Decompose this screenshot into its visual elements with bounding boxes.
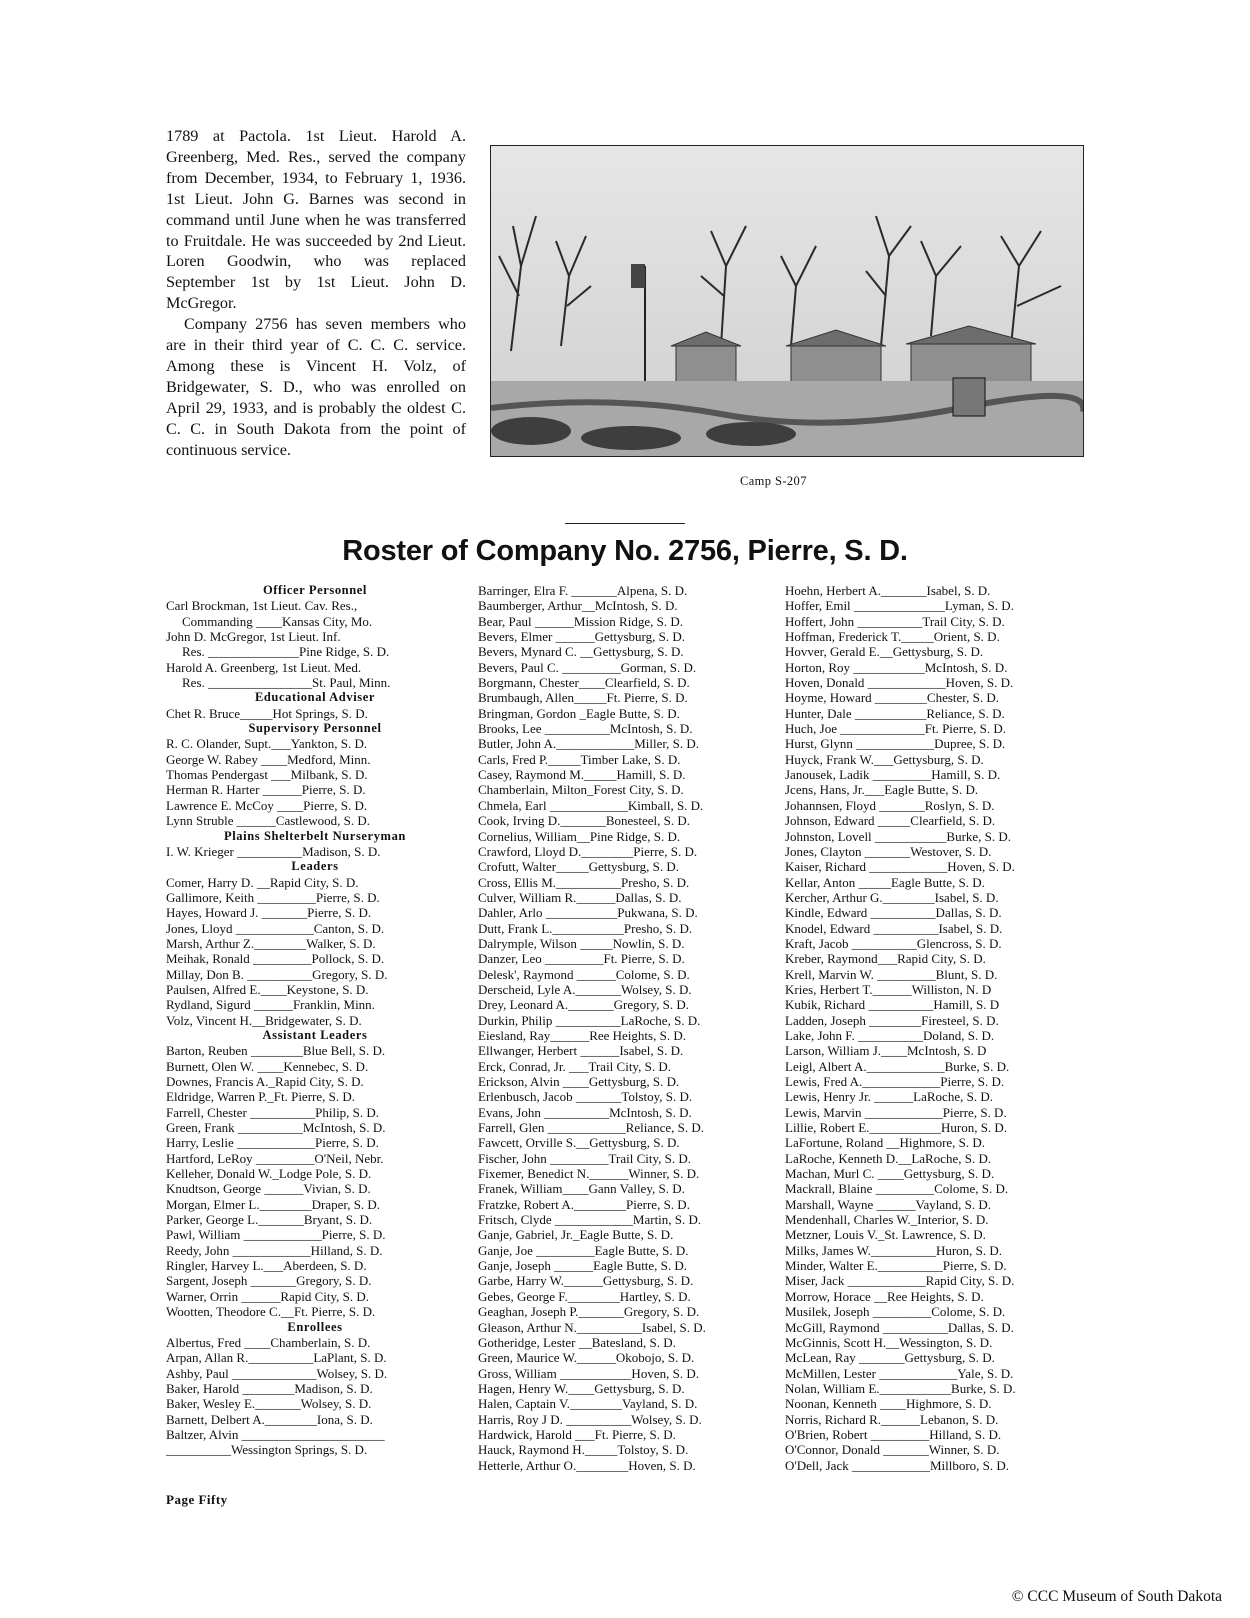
roster-entry: Culver, William R.______Dallas, S. D. xyxy=(478,889,682,905)
roster-entry: Downes, Francis A._Rapid City, S. D. xyxy=(166,1074,364,1089)
roster-entry: Hagen, Henry W.____Gettysburg, S. D. xyxy=(478,1380,685,1396)
roster-entry: Kercher, Arthur G.________Isabel, S. D. xyxy=(785,889,999,905)
roster-entry: Paulsen, Alfred E.____Keystone, S. D. xyxy=(166,981,369,997)
roster-entry: Harris, Roy J D. __________Wolsey, S. D. xyxy=(478,1411,702,1427)
roster-entry: Delesk', Raymond ______Colome, S. D. xyxy=(478,966,690,982)
roster-entry: R. C. Olander, Supt.___Yankton, S. D. xyxy=(166,736,368,752)
roster-entry: Hayes, Howard J. _______Pierre, S. D. xyxy=(166,905,372,921)
roster-entry: Bear, Paul ______Mission Ridge, S. D. xyxy=(478,613,683,629)
roster-entry: Casey, Raymond M._____Hamill, S. D. xyxy=(478,767,686,783)
roster-entry: Brooks, Lee __________McIntosh, S. D. xyxy=(478,721,693,737)
roster-entry: Jcens, Hans, Jr.___Eagle Butte, S. D. xyxy=(785,782,979,798)
roster-entry: Ringler, Harvey L.___Aberdeen, S. D. xyxy=(166,1258,367,1274)
roster-entry: Hetterle, Arthur O.________Hoven, S. D. xyxy=(478,1457,696,1473)
roster-entry: Cook, Irving D._______Bonesteel, S. D. xyxy=(478,813,690,829)
roster-entry: Burnett, Olen W. ____Kennebec, S. D. xyxy=(166,1058,369,1074)
roster-entry: Kellar, Anton _____Eagle Butte, S. D. xyxy=(785,874,985,890)
roster-entry: Cross, Ellis M.__________Presho, S. D. xyxy=(478,874,690,890)
roster-entry: O'Brien, Robert _________Hilland, S. D. xyxy=(785,1426,1002,1442)
roster-entry: Ganje, Gabriel, Jr._Eagle Butte, S. D. xyxy=(478,1227,674,1243)
roster-column-3 xyxy=(785,583,1081,1473)
roster-entry: Warner, Orrin ______Rapid City, S. D. xyxy=(166,1288,370,1304)
roster-entry: Hurst, Glynn ____________Dupree, S. D. xyxy=(785,736,1006,752)
roster-entry: Johnston, Lovell ___________Burke, S. D. xyxy=(785,828,1012,844)
roster-entry: Dahler, Arlo ___________Pukwana, S. D. xyxy=(478,905,698,921)
roster-entry: Chmela, Earl ____________Kimball, S. D. xyxy=(478,797,704,813)
roster-entry: Garbe, Harry W.______Gettysburg, S. D. xyxy=(478,1273,694,1289)
roster-entry: Thomas Pendergast ___Milbank, S. D. xyxy=(166,767,368,783)
roster-entry: Hartford, LeRoy _________O'Neil, Nebr. xyxy=(166,1150,384,1166)
roster-entry: Carl Brockman, 1st Lieut. Cav. Res., xyxy=(166,598,358,614)
roster-entry: Baker, Harold ________Madison, S. D. xyxy=(166,1380,373,1396)
roster-entry: Green, Frank __________McIntosh, S. D. xyxy=(166,1120,386,1136)
roster-entry: Bevers, Mynard C. __Gettysburg, S. D. xyxy=(478,644,684,660)
roster-entry: Hardwick, Harold ___Ft. Pierre, S. D. xyxy=(478,1426,676,1442)
roster-entry: Res. ________________St. Paul, Minn. xyxy=(182,675,391,691)
intro-text xyxy=(166,126,466,461)
roster-entry: Comer, Harry D. __Rapid City, S. D. xyxy=(166,874,359,890)
roster-entry: Herman R. Harter ______Pierre, S. D. xyxy=(166,782,366,798)
roster-entry: Fritsch, Clyde ____________Martin, S. D. xyxy=(478,1212,702,1228)
roster-entry: Bringman, Gordon _Eagle Butte, S. D. xyxy=(478,705,680,721)
roster-entry: Lewis, Marvin ____________Pierre, S. D. xyxy=(785,1104,1007,1120)
roster-entry: Crofutt, Walter_____Gettysburg, S. D. xyxy=(478,859,680,875)
roster-entry: Metzner, Louis V._St. Lawrence, S. D. xyxy=(785,1227,986,1243)
roster-entry: Knudtson, George ______Vivian, S. D. xyxy=(166,1181,371,1197)
camp-photo xyxy=(490,145,1084,457)
roster-entry: Kreber, Raymond___Rapid City, S. D. xyxy=(785,951,986,967)
roster-entry: Huyck, Frank W.___Gettysburg, S. D. xyxy=(785,751,984,767)
roster-entry: Lewis, Fred A.____________Pierre, S. D. xyxy=(785,1074,1005,1089)
roster-entry: Franek, William____Gann Valley, S. D. xyxy=(478,1181,685,1197)
roster-entry: Gross, William ___________Hoven, S. D. xyxy=(478,1365,699,1381)
roster-entry: Farrell, Glen ____________Reliance, S. D. xyxy=(478,1120,705,1136)
roster-entry: Millay, Don B. __________Gregory, S. D. xyxy=(166,966,388,982)
roster-entry: Marshall, Wayne ______Vayland, S. D. xyxy=(785,1196,991,1212)
roster-entry: __________Wessington Springs, S. D. xyxy=(166,1442,368,1458)
roster-entry: Janousek, Ladik _________Hamill, S. D. xyxy=(785,767,1001,783)
roster-entry: Derscheid, Lyle A._______Wolsey, S. D. xyxy=(478,981,692,997)
roster-entry: O'Dell, Jack ____________Millboro, S. D. xyxy=(785,1457,1010,1473)
roster-entry: Rydland, Sigurd ______Franklin, Minn. xyxy=(166,997,375,1013)
roster-entry: Larson, William J.____McIntosh, S. D xyxy=(785,1043,987,1059)
roster-entry: Drey, Leonard A._______Gregory, S. D. xyxy=(478,997,689,1013)
roster-entry: Lake, John F. __________Doland, S. D. xyxy=(785,1027,995,1043)
roster-entry: Huch, Joe _____________Ft. Pierre, S. D. xyxy=(785,721,1006,737)
roster-entry: Lawrence E. McCoy ____Pierre, S. D. xyxy=(166,797,368,813)
roster-entry: Fratzke, Robert A.________Pierre, S. D. xyxy=(478,1196,690,1212)
roster-column-2 xyxy=(478,583,774,1473)
section-heading: Enrollees xyxy=(287,1319,343,1334)
section-heading: Assistant Leaders xyxy=(262,1027,368,1042)
roster-entry: Horton, Roy ___________McIntosh, S. D. xyxy=(785,659,1008,675)
roster-entry: Butler, John A.____________Miller, S. D. xyxy=(478,736,700,752)
roster-entry: Fischer, John _________Trail City, S. D. xyxy=(478,1150,692,1166)
roster-entry: Hauck, Raymond H._____Tolstoy, S. D. xyxy=(478,1442,689,1458)
roster-entry: Norris, Richard R.______Lebanon, S. D. xyxy=(785,1411,999,1427)
roster-entry: Carls, Fred P._____Timber Lake, S. D. xyxy=(478,751,681,767)
roster-entry: Parker, George L._______Bryant, S. D. xyxy=(166,1212,373,1228)
roster-entry: Cornelius, William__Pine Ridge, S. D. xyxy=(478,828,681,844)
roster-entry: Durkin, Philip __________LaRoche, S. D. xyxy=(478,1012,701,1028)
roster-entry: Harold A. Greenberg, 1st Lieut. Med. xyxy=(166,659,362,675)
roster-entry: Baltzer, Alvin ______________________ xyxy=(166,1426,385,1442)
roster-entry: Baumberger, Arthur__McIntosh, S. D. xyxy=(478,598,678,614)
section-heading: Leaders xyxy=(291,859,339,874)
roster-entry: Johnson, Edward _____Clearfield, S. D. xyxy=(785,813,996,829)
roster-entry: Geaghan, Joseph P._______Gregory, S. D. xyxy=(478,1304,700,1320)
roster-entry: Pawl, William ____________Pierre, S. D. xyxy=(166,1227,386,1243)
roster-entry: Leigl, Albert A.____________Burke, S. D. xyxy=(785,1058,1010,1074)
roster-entry: Barton, Reuben ________Blue Bell, S. D. xyxy=(166,1043,386,1059)
roster-entry: Gleason, Arthur N.__________Isabel, S. D. xyxy=(478,1319,706,1335)
roster-entry: Johannsen, Floyd _______Roslyn, S. D. xyxy=(785,797,995,813)
roster-entry: Albertus, Fred ____Chamberlain, S. D. xyxy=(166,1334,371,1350)
roster-entry: Baker, Wesley E._______Wolsey, S. D. xyxy=(166,1396,372,1412)
roster-entry: Gebes, George F.________Hartley, S. D. xyxy=(478,1288,691,1304)
section-heading: Supervisory Personnel xyxy=(248,721,382,736)
roster-entry: Ganje, Joe _________Eagle Butte, S. D. xyxy=(478,1242,689,1258)
roster-entry: O'Connor, Donald _______Winner, S. D. xyxy=(785,1442,1000,1458)
roster-entry: Kraft, Jacob __________Glencross, S. D. xyxy=(785,935,1002,951)
roster-entry: Wootten, Theodore C.__Ft. Pierre, S. D. xyxy=(166,1304,376,1320)
roster-entry: Erlenbusch, Jacob _______Tolstoy, S. D. xyxy=(478,1089,693,1105)
roster-entry: Knodel, Edward __________Isabel, S. D. xyxy=(785,920,1003,936)
roster-entry: McGinnis, Scott H.__Wessington, S. D. xyxy=(785,1334,993,1350)
roster-entry: Mackrall, Blaine _________Colome, S. D. xyxy=(785,1181,1009,1197)
roster-entry: LaFortune, Roland __Highmore, S. D. xyxy=(785,1135,986,1151)
roster-entry: Chet R. Bruce_____Hot Springs, S. D. xyxy=(166,705,368,721)
copyright-notice: © CCC Museum of South Dakota xyxy=(1011,1588,1222,1605)
roster-entry: Res. ______________Pine Ridge, S. D. xyxy=(182,644,390,660)
roster-entry: Ganje, Joseph ______Eagle Butte, S. D. xyxy=(478,1258,688,1274)
roster-entry: Ladden, Joseph ________Firesteel, S. D. xyxy=(785,1012,999,1028)
roster-entry: Machan, Murl C. ____Gettysburg, S. D. xyxy=(785,1166,995,1182)
roster-entry: Gotheridge, Lester __Batesland, S. D. xyxy=(478,1334,676,1350)
section-heading: Educational Adviser xyxy=(254,690,376,705)
roster-entry: Meihak, Ronald _________Pollock, S. D. xyxy=(166,951,385,967)
roster-entry: John D. McGregor, 1st Lieut. Inf. xyxy=(166,629,341,645)
section-heading: Plains Shelterbelt Nurseryman xyxy=(224,828,406,843)
roster-entry: Hunter, Dale ___________Reliance, S. D. xyxy=(785,705,1005,721)
roster-entry: Hoffert, John __________Trail City, S. D. xyxy=(785,613,1005,629)
roster-entry: Chamberlain, Milton_Forest City, S. D. xyxy=(478,782,684,798)
roster-entry: Brumbaugh, Allen_____Ft. Pierre, S. D. xyxy=(478,690,688,706)
roster-entry: Marsh, Arthur Z.________Walker, S. D. xyxy=(166,935,376,951)
photo-caption: Camp S-207 xyxy=(740,474,807,488)
roster-entry: McLean, Ray _______Gettysburg, S. D. xyxy=(785,1350,995,1366)
roster-entry: Kubik, Richard __________Hamill, S. D xyxy=(785,997,1000,1013)
roster-entry: Hovver, Gerald E.__Gettysburg, S. D. xyxy=(785,644,984,660)
roster-entry: Jones, Lloyd ____________Canton, S. D. xyxy=(166,920,385,936)
roster-entry: Lynn Struble ______Castlewood, S. D. xyxy=(166,813,371,829)
roster-entry: Halen, Captain V.________Vayland, S. D. xyxy=(478,1396,698,1412)
roster-entry: McGill, Raymond __________Dallas, S. D. xyxy=(785,1319,1014,1335)
roster-entry: Danzer, Leo _________Ft. Pierre, S. D. xyxy=(478,951,685,967)
section-heading: Officer Personnel xyxy=(262,583,368,597)
roster-entry: McMillen, Lester ____________Yale, S. D. xyxy=(785,1365,1014,1381)
roster-entry: Harry, Leslie ____________Pierre, S. D. xyxy=(166,1135,379,1151)
roster-entry: Farrell, Chester __________Philip, S. D. xyxy=(166,1104,380,1120)
roster-entry: Volz, Vincent H.__Bridgewater, S. D. xyxy=(166,1012,362,1028)
roster-entry: Kindle, Edward __________Dallas, S. D. xyxy=(785,905,1002,921)
roster-entry: Bevers, Elmer ______Gettysburg, S. D. xyxy=(478,629,686,645)
roster-entry: Eiesland, Ray______Ree Heights, S. D. xyxy=(478,1027,686,1043)
roster-entry: Gallimore, Keith _________Pierre, S. D. xyxy=(166,889,380,905)
roster-entry: Barringer, Elra F. _______Alpena, S. D. xyxy=(478,583,688,598)
roster-entry: Fawcett, Orville S.__Gettysburg, S. D. xyxy=(478,1135,680,1151)
roster-entry: Morgan, Elmer L.________Draper, S. D. xyxy=(166,1196,381,1212)
roster-entry: Dalrymple, Wilson _____Nowlin, S. D. xyxy=(478,935,685,951)
roster-entry: Milks, James W.__________Huron, S. D. xyxy=(785,1242,1003,1258)
roster-entry: Hoven, Donald ____________Hoven, S. D. xyxy=(785,675,1014,691)
roster-entry: Lewis, Henry Jr. ______LaRoche, S. D. xyxy=(785,1089,993,1105)
page-number: Page Fifty xyxy=(166,1492,228,1507)
roster-entry: Krell, Marvin W. _________Blunt, S. D. xyxy=(785,966,998,982)
roster-entry: LaRoche, Kenneth D.__LaRoche, S. D. xyxy=(785,1150,992,1166)
roster-entry: George W. Rabey ____Medford, Minn. xyxy=(166,751,371,767)
roster-entry: I. W. Krieger __________Madison, S. D. xyxy=(166,843,381,859)
roster-entry: Ellwanger, Herbert ______Isabel, S. D. xyxy=(478,1043,684,1059)
roster-entry: Noonan, Kenneth ____Highmore, S. D. xyxy=(785,1396,992,1412)
roster-entry: Barnett, Delbert A.________Iona, S. D. xyxy=(166,1411,373,1427)
roster-entry: Erickson, Alvin ____Gettysburg, S. D. xyxy=(478,1074,680,1089)
roster-entry: Dutt, Frank L.___________Presho, S. D. xyxy=(478,920,693,936)
roster-entry: Reedy, John ____________Hilland, S. D. xyxy=(166,1242,383,1258)
roster-entry: Miser, Jack ____________Rapid City, S. D. xyxy=(785,1273,1015,1289)
roster-entry: Borgmann, Chester____Clearfield, S. D. xyxy=(478,675,690,691)
roster-entry: Erck, Conrad, Jr. ___Trail City, S. D. xyxy=(478,1058,671,1074)
roster-entry: Hoyme, Howard ________Chester, S. D. xyxy=(785,690,999,706)
roster-entry: Evans, John __________McIntosh, S. D. xyxy=(478,1104,692,1120)
roster-entry: Eldridge, Warren P._Ft. Pierre, S. D. xyxy=(166,1089,355,1105)
roster-entry: Hoffman, Frederick T._____Orient, S. D. xyxy=(785,629,1000,645)
roster-entry: Crawford, Lloyd D.________Pierre, S. D. xyxy=(478,843,698,859)
roster-entry: Kelleher, Donald W._Lodge Pole, S. D. xyxy=(166,1166,372,1182)
roster-entry: Fixemer, Benedict N.______Winner, S. D. xyxy=(478,1166,700,1182)
roster-entry: Kaiser, Richard ____________Hoven, S. D. xyxy=(785,859,1015,875)
roster-column-1 xyxy=(166,583,464,1458)
roster-entry: Jones, Clayton _______Westover, S. D. xyxy=(785,843,992,859)
divider-rule xyxy=(565,523,685,524)
roster-entry: Morrow, Horace __Ree Heights, S. D. xyxy=(785,1288,984,1304)
intro-paragraph-1: 1789 at Pactola. 1st Lieut. Harold A. Greenberg, Med. Res., served the company from December, 1934, to February 1, 1936. 1st Lieut. John G. Barnes was second in command until June when he was transferred to Fruitdale. He was succeeded by 2nd Lieut. Loren Goodwin, who was replaced September 1st by 1st Lieut. John D. McGregor. xyxy=(166,127,466,313)
roster-entry: Green, Maurice W.______Okobojo, S. D. xyxy=(478,1350,695,1366)
roster-entry: Commanding ____Kansas City, Mo. xyxy=(182,613,373,629)
roster-entry: Sargent, Joseph _______Gregory, S. D. xyxy=(166,1273,372,1289)
roster-entry: Mendenhall, Charles W._Interior, S. D. xyxy=(785,1212,989,1228)
roster-entry: Hoehn, Herbert A._______Isabel, S. D. xyxy=(785,583,991,598)
roster-entry: Nolan, William E.___________Burke, S. D. xyxy=(785,1380,1016,1396)
roster-entry: Bevers, Paul C. _________Gorman, S. D. xyxy=(478,659,697,675)
roster-entry: Ashby, Paul _____________Wolsey, S. D. xyxy=(166,1365,388,1381)
roster-entry: Musilek, Joseph _________Colome, S. D. xyxy=(785,1304,1006,1320)
roster-entry: Minder, Walter E.__________Pierre, S. D. xyxy=(785,1258,1007,1274)
roster-title: Roster of Company No. 2756, Pierre, S. D. xyxy=(342,535,908,567)
roster-entry: Arpan, Allan R.__________LaPlant, S. D. xyxy=(166,1350,387,1366)
intro-paragraph-2: Company 2756 has seven members who are in their third year of C. C. C. service. Among these is Vincent H. Volz, of Bridgewater, S. D., who was enrolled on April 29, 1933, and is probably the oldest C. C. C. in South Dakota from the point of continuous service. xyxy=(166,315,466,459)
roster-entry: Hoffer, Emil ______________Lyman, S. D. xyxy=(785,598,1014,614)
roster-entry: Lillie, Robert E.___________Huron, S. D. xyxy=(785,1120,1008,1136)
roster-entry: Kries, Herbert T.______Williston, N. D xyxy=(785,981,992,997)
